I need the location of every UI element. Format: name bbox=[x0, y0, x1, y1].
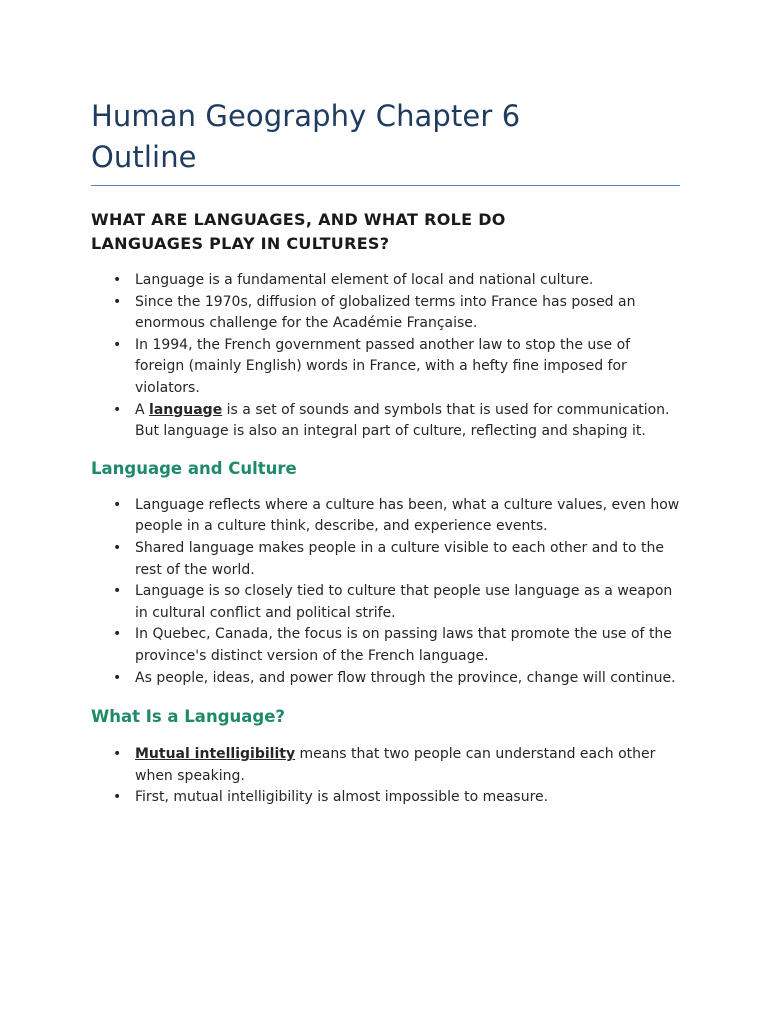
list-item bbox=[91, 335, 681, 400]
list-item bbox=[91, 270, 681, 292]
section-heading-line-2: LANGUAGES PLAY IN CULTURES? bbox=[91, 234, 390, 253]
bullet-icon: • bbox=[113, 539, 122, 556]
page-title bbox=[91, 96, 681, 178]
bullet-icon: • bbox=[113, 272, 122, 288]
list-item bbox=[91, 744, 681, 787]
list-item bbox=[91, 787, 681, 809]
list-item bbox=[91, 495, 681, 538]
term-language: language bbox=[149, 401, 223, 418]
bullet-icon: • bbox=[113, 746, 122, 763]
list-item bbox=[91, 400, 681, 443]
list-item-text: Language is a fundamental element of local and national culture. bbox=[135, 272, 594, 288]
page-title-line-1: Human Geography Chapter 6 bbox=[91, 99, 521, 133]
list-item bbox=[91, 624, 681, 667]
document-page bbox=[91, 96, 681, 809]
list-item-prefix: A bbox=[135, 401, 150, 418]
list-item-text: means that two people can understand each other when speaking. bbox=[135, 746, 656, 784]
list-item-text: Language reflects where a culture has been, what a culture values, even how people in a culture think, describe, and experience events. bbox=[135, 496, 680, 535]
bullet-icon: • bbox=[113, 293, 122, 310]
page-title-line-2: Outline bbox=[91, 140, 197, 174]
bullet-list-languages bbox=[91, 270, 681, 443]
bullet-icon: • bbox=[113, 401, 122, 418]
list-item bbox=[91, 538, 681, 581]
bullet-list-what-is-a-language bbox=[91, 744, 681, 809]
term-mutual-intelligibility: Mutual intelligibility bbox=[135, 746, 296, 763]
bullet-icon: • bbox=[113, 583, 122, 600]
list-item-text: Shared language makes people in a culture visible to each other and to the rest of the world. bbox=[135, 539, 664, 578]
bullet-icon: • bbox=[113, 789, 122, 806]
list-item-text: Since the 1970s, diffusion of globalized terms into France has posed an enormous challenge for the Académie Française. bbox=[135, 293, 636, 332]
section-heading-language-and-culture: Language and Culture bbox=[91, 458, 297, 478]
list-item-text: Language is so closely tied to culture that people use language as a weapon in cultural conflict and political strife. bbox=[135, 583, 673, 621]
title-divider bbox=[91, 185, 680, 186]
list-item-text: In Quebec, Canada, the focus is on passing laws that promote the use of the province's distinct version of the French language. bbox=[135, 626, 672, 664]
list-item-text: is a set of sounds and symbols that is used for communication. But language is also an integral part of culture, reflecting and shaping it. bbox=[135, 401, 670, 440]
bullet-icon: • bbox=[113, 669, 122, 686]
list-item-text: As people, ideas, and power flow through the province, change will continue. bbox=[135, 669, 676, 686]
list-item-text: In 1994, the French government passed another law to stop the use of foreign (mainly English) words in France, with a hefty fine imposed for violators. bbox=[135, 336, 631, 396]
section-heading-languages bbox=[91, 208, 681, 256]
bullet-list-language-and-culture bbox=[91, 495, 681, 689]
section-heading-line-1: WHAT ARE LANGUAGES, AND WHAT ROLE DO bbox=[91, 210, 506, 229]
bullet-icon: • bbox=[113, 336, 122, 353]
list-item bbox=[91, 292, 681, 335]
list-item bbox=[91, 581, 681, 624]
list-item bbox=[91, 668, 681, 690]
list-item-text: First, mutual intelligibility is almost impossible to measure. bbox=[135, 789, 549, 806]
section-heading-what-is-a-language: What Is a Language? bbox=[91, 707, 285, 727]
bullet-icon: • bbox=[113, 626, 122, 643]
bullet-icon: • bbox=[113, 496, 122, 513]
